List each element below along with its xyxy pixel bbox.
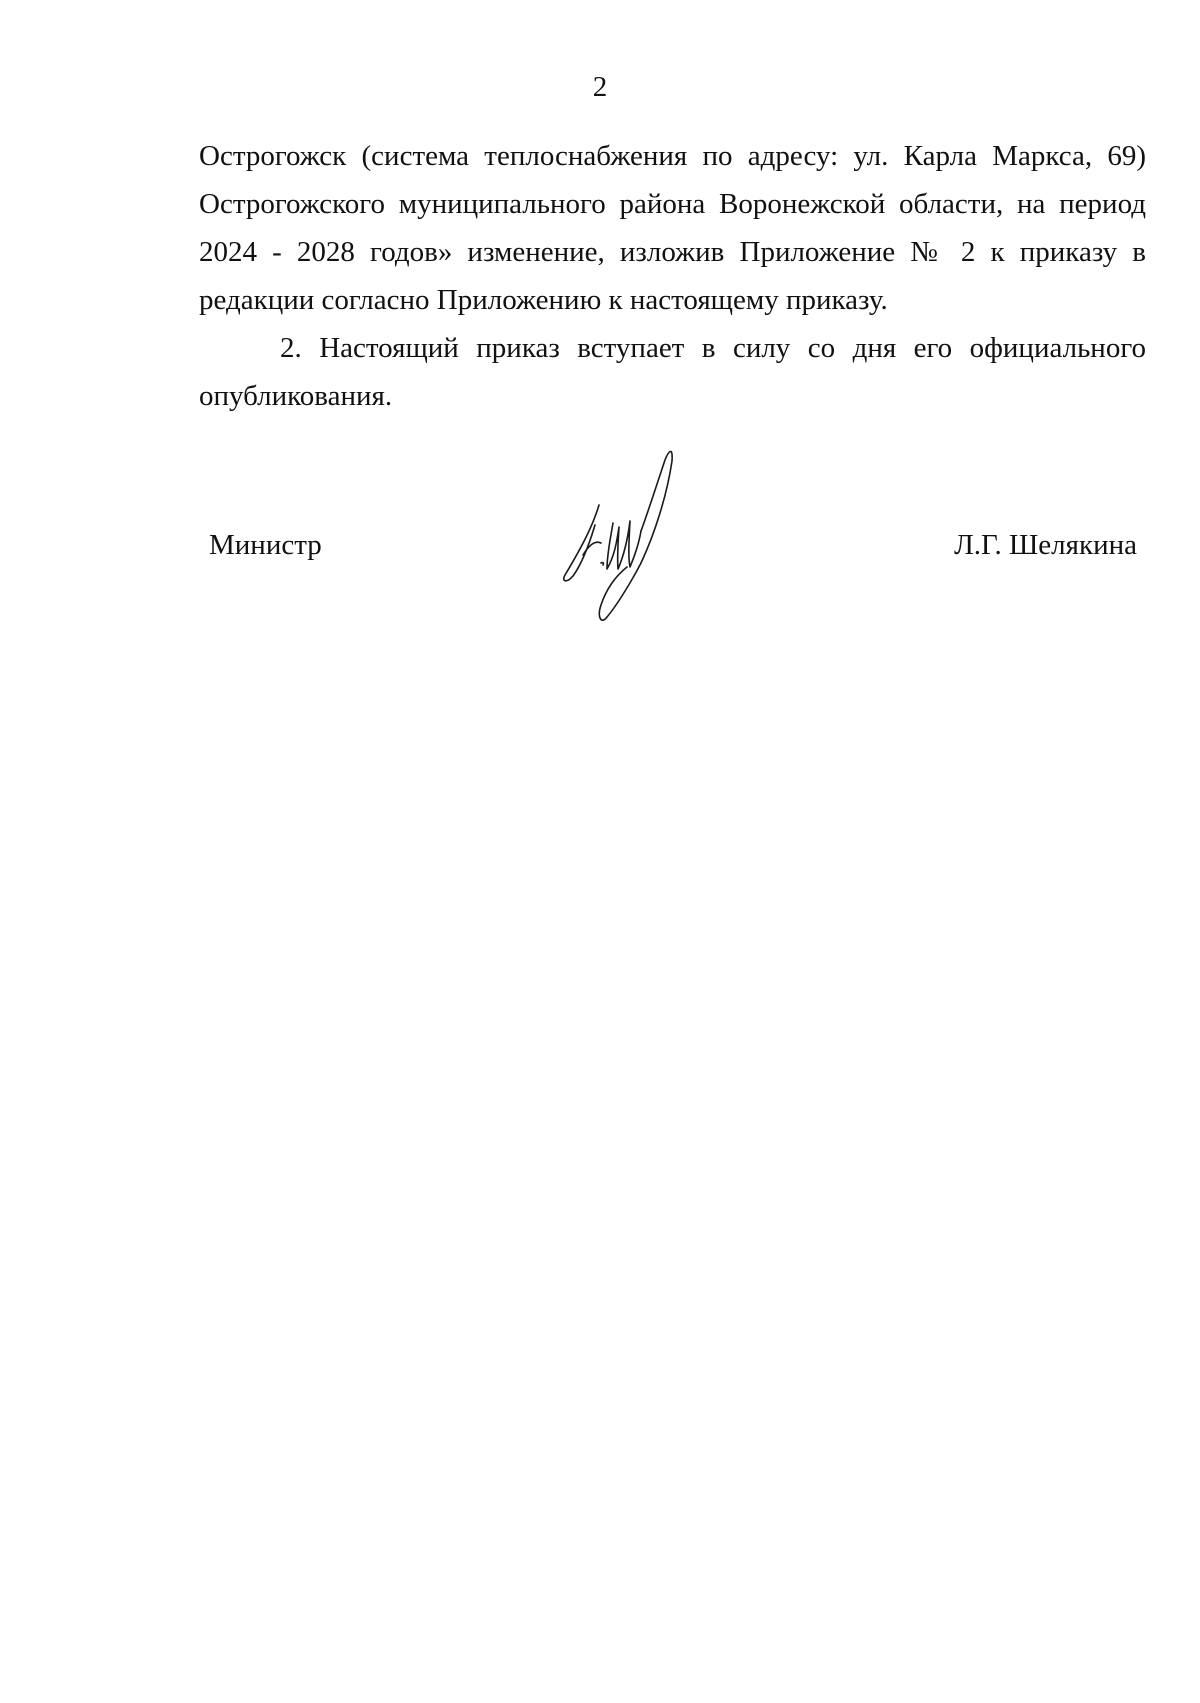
document-body bbox=[199, 132, 1146, 420]
body-paragraph-effective-date: 2. Настоящий приказ вступает в силу со дня его официального опубликования. bbox=[199, 332, 1146, 412]
page-number: 2 bbox=[592, 71, 608, 103]
signer-name: Л.Г. Шелякина bbox=[954, 529, 1137, 561]
body-paragraph-continuation: Острогожск (система теплоснабжения по адресу: ул. Карла Маркса, 69) Острогожского муниципального района Воронежской области, на период 2024 - 2028 годов» изменение, изложив Приложение № 2 к приказу в редакции согласно Приложению к настоящему приказу. bbox=[199, 140, 1146, 316]
signature-stroke bbox=[607, 521, 641, 569]
handwritten-signature bbox=[555, 445, 695, 630]
signer-title: Министр bbox=[209, 529, 322, 561]
signature-stroke bbox=[601, 563, 603, 565]
